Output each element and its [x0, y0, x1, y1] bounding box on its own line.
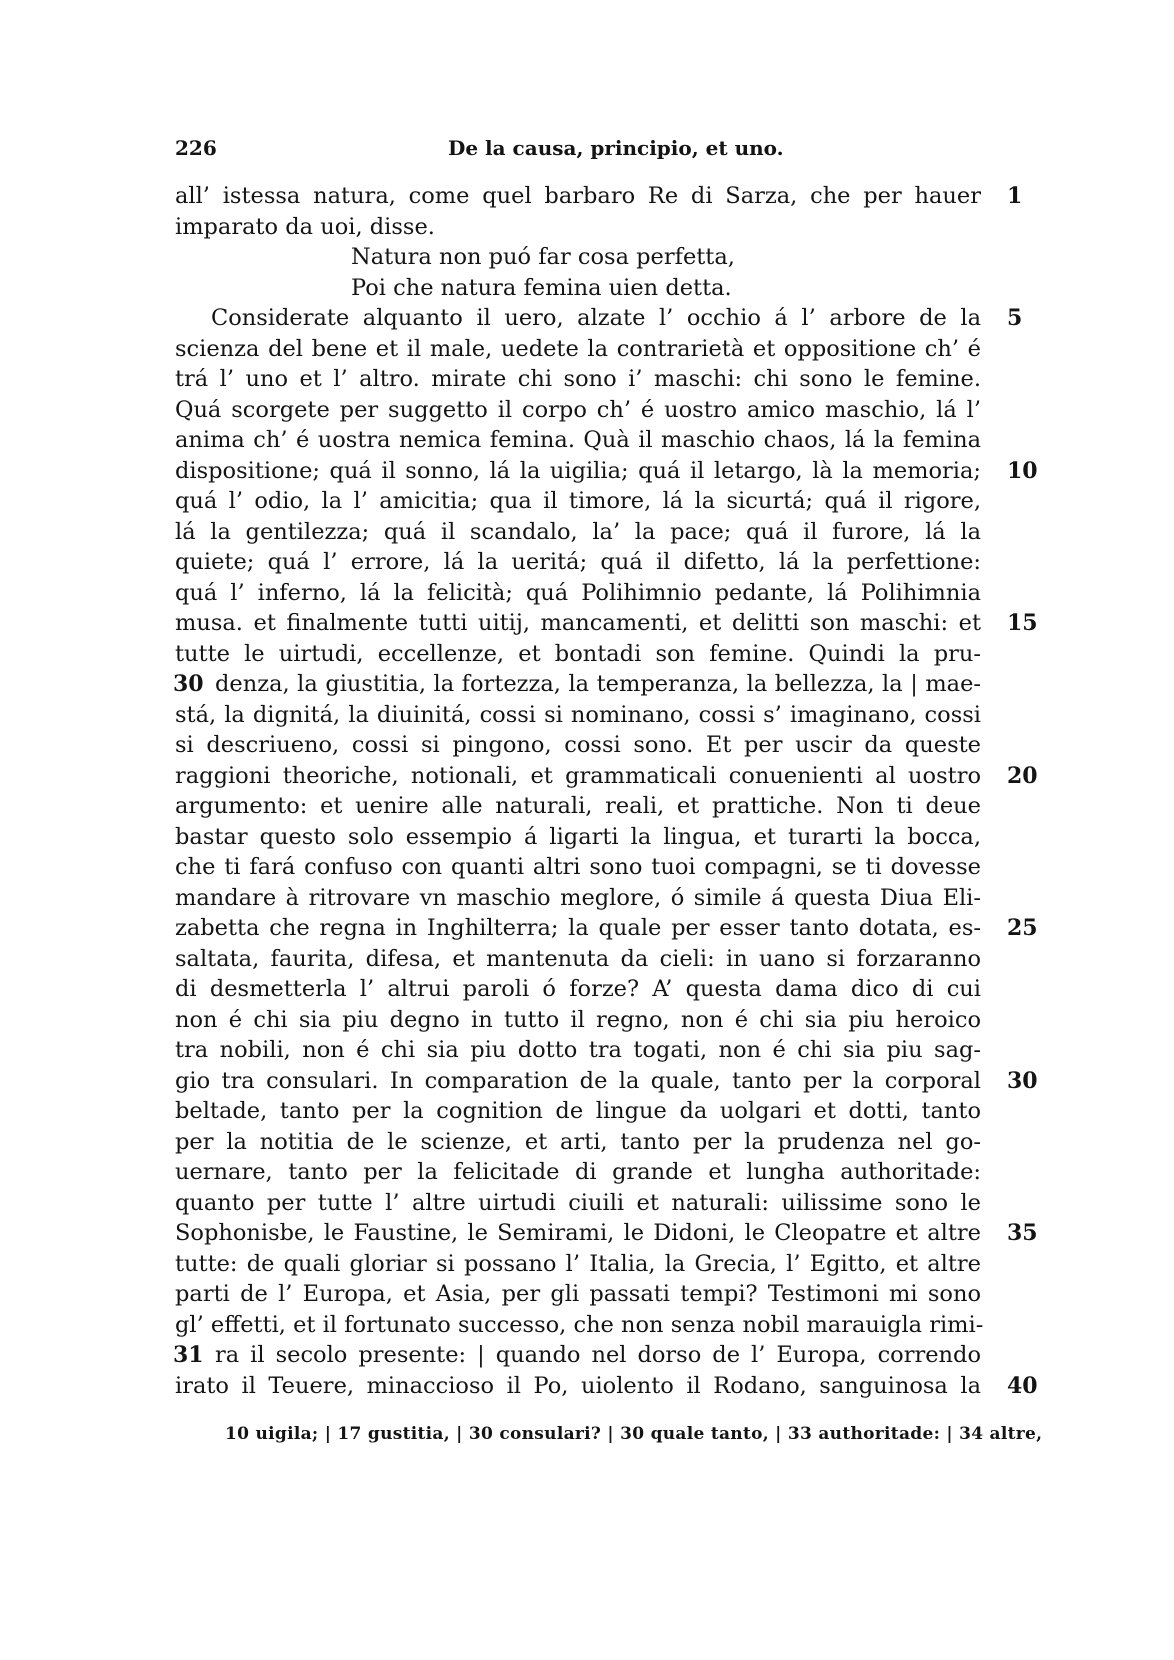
text-line: [175, 791, 981, 822]
text-line: [175, 181, 1023, 212]
line-number: 1: [1007, 183, 1023, 209]
text-line: [175, 517, 981, 548]
line-text: si descriueno, cossi si pingono, cossi sono. Et per uscir da queste: [175, 732, 981, 758]
edition-page-marker: 31: [173, 1342, 204, 1368]
line-text: Natura non puó far cosa perfetta,: [351, 244, 735, 270]
text-line: [175, 1096, 981, 1127]
text-line: [175, 1249, 981, 1280]
line-text: irato il Teuere, minaccioso il Po, uiolento il Rodano, sanguinosa la: [175, 1372, 981, 1399]
line-text: Poi che natura femina uien detta.: [351, 274, 732, 301]
text-line: [175, 1005, 981, 1036]
text-line: [175, 242, 981, 273]
text-line: [175, 669, 981, 700]
line-text: Sophonisbe, le Faustine, le Semirami, le Didoni, le Cleopatre et altre: [175, 1220, 981, 1246]
text-line: [175, 456, 1038, 487]
body-text: [173, 181, 1038, 1401]
text-line: [175, 822, 981, 853]
text-line: [175, 974, 981, 1005]
line-text: parti de l’ Europa, et Asia, per gli passati tempi? Testimoni mi sono: [175, 1281, 981, 1307]
text-line: [175, 273, 981, 304]
text-line: [175, 486, 981, 517]
text-line: [175, 1340, 981, 1371]
text-line: [175, 364, 981, 395]
line-text: tutte le uirtudi, eccellenze, et bontadi son femine. Quindi la pru-: [175, 640, 981, 667]
text-line: [175, 547, 981, 578]
text-line: [175, 1279, 981, 1310]
line-text: all’ istessa natura, come quel barbaro Re di Sarza, che per hauer: [175, 183, 981, 209]
text-line: [175, 1035, 981, 1066]
text-line: [175, 578, 981, 609]
text-line: [175, 639, 981, 670]
line-text: ra il secolo presente: | quando nel dorso de l’ Europa, correndo: [215, 1342, 981, 1368]
line-text: gl’ effetti, et il fortunato successo, che non senza nobil marauigla rimi-: [175, 1311, 984, 1338]
line-text: quá l’ inferno, lá la felicità; quá Polihimnio pedante, lá Polihimnia: [175, 579, 981, 606]
text-line: [175, 608, 1038, 639]
line-number: 30: [1007, 1067, 1038, 1094]
line-text: Quá scorgete per suggetto il corpo ch’ é uostro amico maschio, lá l’: [175, 396, 981, 423]
line-text: argumento: et uenire alle naturali, reali, et prattiche. Non ti deue: [175, 793, 981, 819]
line-number: 15: [1007, 610, 1038, 636]
line-text: uernare, tanto per la felicitade di grande et lungha authoritade:: [175, 1159, 981, 1185]
text-line: [175, 1218, 1038, 1249]
line-text: scienza del bene et il male, uedete la contrarietà et oppositione ch’ é: [175, 335, 981, 362]
line-text: tutte: de quali gloriar si possano l’ Italia, la Grecia, l’ Egitto, et altre: [175, 1250, 981, 1277]
line-number: 20: [1007, 762, 1038, 789]
line-text: mandare à ritrovare vn maschio meglore, ó simile á questa Diua Eli-: [175, 884, 981, 911]
critical-apparatus: 10 uigila; | 17 gustitia, | 30 consulari? | 30 quale tanto, | 33 authoritade: | 34 altre,: [225, 1424, 1043, 1444]
text-line: [175, 212, 981, 243]
text-line: [175, 852, 981, 883]
line-text: anima ch’ é uostra nemica femina. Quà il maschio chaos, lá la femina: [175, 427, 981, 453]
line-text: tra nobili, non é chi sia piu dotto tra togati, non é chi sia piu sag-: [175, 1037, 981, 1063]
line-text: zabetta che regna in Inghilterra; la quale per esser tanto dotata, es-: [175, 915, 981, 941]
line-text: non é chi sia piu degno in tutto il regno, non é chi sia piu heroico: [175, 1006, 981, 1033]
running-title: De la causa, principio, et uno.: [448, 136, 784, 160]
text-line: [175, 1066, 1038, 1097]
line-text: quiete; quá l’ errore, lá la ueritá; quá il difetto, lá la perfettione:: [175, 549, 981, 575]
line-text: imparato da uoi, disse.: [175, 213, 435, 240]
line-text: che ti fará confuso con quanti altri sono tuoi compagni, se ti dovesse: [175, 854, 981, 880]
text-line: [175, 395, 981, 426]
text-line: [175, 334, 981, 365]
line-text: denza, la giustitia, la fortezza, la temperanza, la bellezza, la | mae-: [215, 671, 981, 697]
page-header: [175, 136, 805, 172]
line-number: 40: [1007, 1372, 1038, 1399]
text-line: [175, 730, 981, 761]
line-text: bastar questo solo essempio á ligarti la lingua, et turarti la bocca,: [175, 823, 981, 850]
edition-page-marker: 30: [173, 671, 204, 697]
line-text: musa. et finalmente tutti uitij, mancamenti, et delitti son maschi: et: [175, 610, 981, 636]
line-text: quanto per tutte l’ altre uirtudi ciuili et naturali: uilissime sono le: [175, 1189, 981, 1216]
line-text: quá l’ odio, la l’ amicitia; qua il timore, lá la sicurtá; quá il rigore,: [175, 488, 981, 514]
text-line: [175, 883, 981, 914]
text-line: [175, 944, 981, 975]
text-line: [175, 913, 1038, 944]
line-text: stá, la dignitá, la diuinitá, cossi si nominano, cossi s’ imaginano, cossi: [175, 701, 981, 728]
line-text: di desmetterla l’ altrui paroli ó forze? A’ questa dama dico di cui: [175, 976, 981, 1002]
text-line: [175, 761, 1038, 792]
page-number: 226: [175, 136, 217, 160]
text-line: [175, 1188, 981, 1219]
line-number: 10: [1007, 457, 1038, 484]
text-line: [175, 425, 981, 456]
text-line: [175, 1127, 981, 1158]
line-text: trá l’ uno et l’ altro. mirate chi sono i’ maschi: chi sono le femine.: [175, 366, 981, 392]
line-text: gio tra consulari. In comparation de la quale, tanto per la corporal: [175, 1067, 981, 1094]
line-number: 25: [1007, 915, 1038, 941]
text-line: [175, 1157, 981, 1188]
line-text: per la notitia de le scienze, et arti, tanto per la prudenza nel go-: [175, 1128, 981, 1155]
line-text: Considerate alquanto il uero, alzate l’ occhio á l’ arbore de la: [211, 305, 981, 331]
text-line: [175, 1371, 1038, 1402]
text-line: [175, 303, 1023, 334]
text-line: [175, 1310, 984, 1341]
line-text: dispositione; quá il sonno, lá la uigilia; quá il letargo, là la memoria;: [175, 457, 981, 484]
line-text: lá la gentilezza; quá il scandalo, la’ la pace; quá il furore, lá la: [175, 518, 981, 545]
line-text: raggioni theoriche, notionali, et grammaticali conuenienti al uostro: [175, 762, 981, 789]
line-number: 5: [1007, 305, 1023, 331]
line-text: beltade, tanto per la cognition de lingue da uolgari et dotti, tanto: [175, 1098, 981, 1124]
line-number: 35: [1007, 1220, 1038, 1246]
line-text: saltata, faurita, difesa, et mantenuta da cieli: in uano si forzaranno: [175, 945, 981, 972]
text-line: [175, 700, 981, 731]
